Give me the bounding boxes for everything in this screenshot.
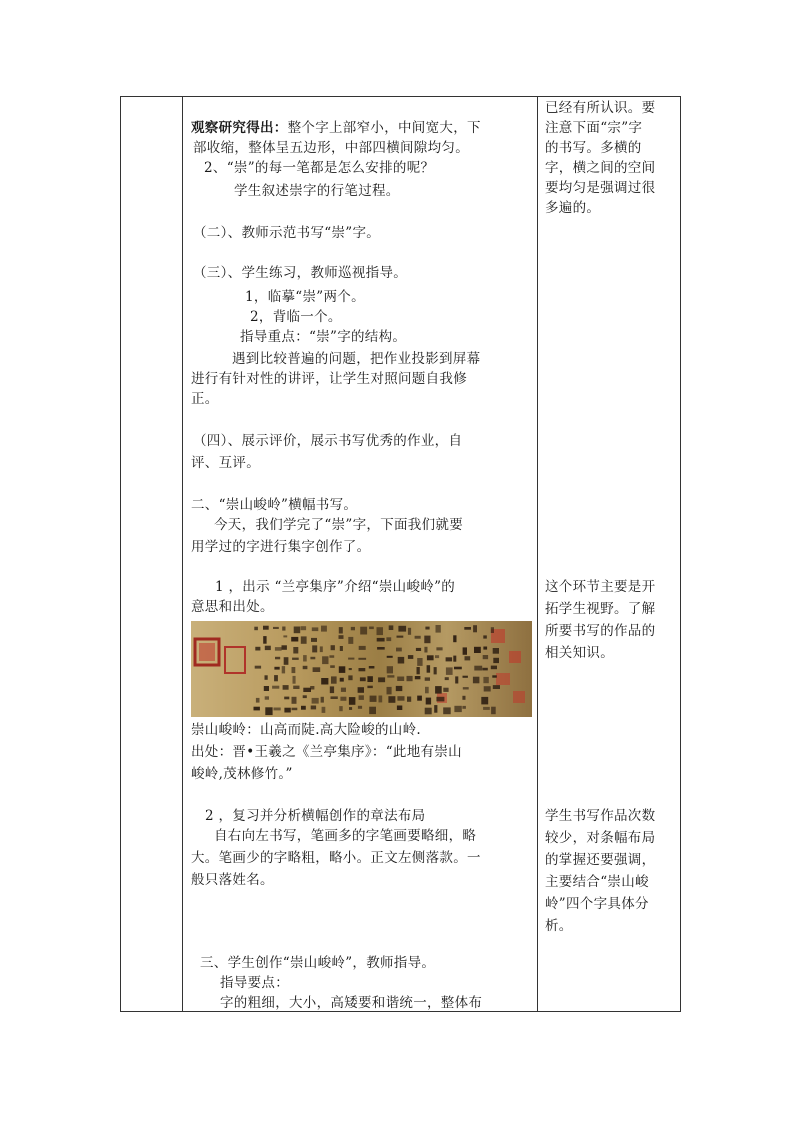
observation-label: 观察研究得出： (191, 120, 288, 136)
text-line: 般只落姓名。 (191, 872, 274, 888)
text-line: 自右向左书写，笔画多的字笔画要略细，略 (214, 828, 477, 844)
list-item: 2，背临一个。 (250, 309, 342, 325)
lanting-xu-calligraphy-image (191, 621, 532, 717)
text-line: 2、“崇”的每一笔都是怎么安排的呢？ (204, 160, 435, 176)
source-line: 峻岭,茂林修竹。” (191, 766, 293, 782)
text-line: 正。 (191, 391, 219, 407)
observation-line: 观察研究得出：整个字上部窄小，中间宽大，下 (191, 120, 481, 136)
section-heading: （三）、学生练习，教师巡视指导。 (193, 265, 408, 281)
column-divider-left (182, 97, 183, 1011)
text-line: 意思和出处。 (191, 599, 274, 615)
note-block-2: 这个环节主要是开 拓学生视野。了解 所要书写的作品的 相关知识。 (545, 579, 656, 661)
text-line: 指导重点：“崇”字的结构。 (240, 329, 407, 345)
section-heading: （二）、教师示范书写“崇”字。 (193, 225, 381, 241)
section-heading: 二、“崇山峻岭”横幅书写。 (191, 497, 358, 513)
text-line: 遇到比较普遍的问题，把作业投影到屏幕 (232, 351, 481, 367)
source-line: 出处：晋•王羲之《兰亭集序》：“此地有崇山 (191, 744, 462, 760)
text-line: 评、互评。 (191, 455, 260, 471)
text-line: 大。笔画少的字略粗，略小。正文左侧落款。一 (191, 850, 481, 866)
text-line: 部收缩，整体呈五边形，中部四横间隙均匀。 (193, 140, 469, 156)
text-line: 2 ，复习并分析横幅创作的章法布局 (205, 808, 426, 824)
text-line: 学生叙述崇字的行笔过程。 (234, 183, 400, 199)
text-line: 今天，我们学完了“崇”字，下面我们就要 (214, 517, 464, 533)
text-line: 字的粗细，大小，高矮要和谐统一，整体布 (220, 995, 483, 1011)
definition-line: 崇山峻岭：山高而陡.高大险峻的山岭. (191, 722, 421, 738)
section-heading: 三、学生创作“崇山峻岭”，教师指导。 (200, 955, 436, 971)
text-line: 用学过的字进行集字创作了。 (191, 539, 371, 555)
column-divider-right (537, 97, 538, 1011)
list-item: 1，临摹“崇”两个。 (245, 289, 365, 305)
text-line: 指导要点： (220, 975, 289, 991)
note-block-3: 学生书写作品次数 较少，对条幅布局 的掌握还要强调， 主要结合“崇山峻 岭”四个字具体分 析。 (545, 808, 656, 934)
section-heading: （四）、展示评价，展示书写优秀的作业，自 (193, 433, 463, 449)
note-block-1: 已经有所认识。要 注意下面“宗”字 的书写。多横的 字，横之间的空间 要均匀是强调过很 多遍的。 (545, 100, 656, 216)
text-line: 1 ，出示 “兰亭集序”介绍“崇山峻岭”的 (215, 579, 456, 595)
text-line: 进行有针对性的讲评，让学生对照问题自我修 (191, 371, 467, 387)
